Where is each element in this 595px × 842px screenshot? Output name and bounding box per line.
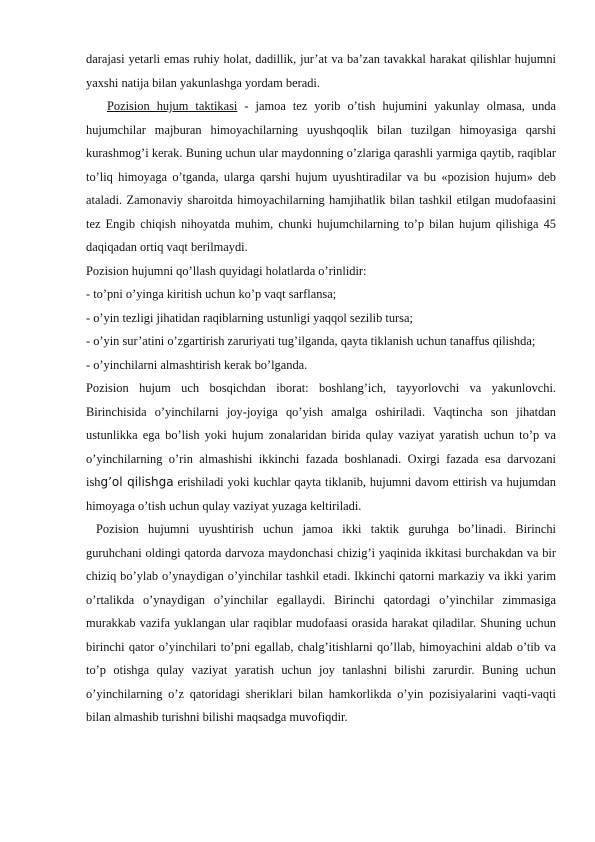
list-item: - o’yin tezligi jihatidan raqiblarning ustunligi yaqqol sezilib tursa; xyxy=(86,310,413,325)
paragraph-phases-text-c: erishiladi yoki kuchlar qayta tiklanib, hujumni davom ettirish va hujumdan himoyaga o’tish uchun qulay vaziyat yuzaga keltiriladi. xyxy=(86,475,556,513)
list-item: - to’pni o’yinga kiritish uchun ko’p vaqt sarflansa; xyxy=(86,287,337,301)
document-page xyxy=(86,48,556,730)
paragraph-tactical-groups: Pozision hujumni uyushtirish uchun jamoa ikki taktik guruhga bo’linadi. Birinchi guruhchani oldingi qatorda darvoza maydonchasi chizig’i yaqinida ikkitasi burchakdan va bir chiziq bo’ylab o’ynaydigan o’yinchilar tashkil etadi. Ikkinchi qatorni markaziy va ikki yarim o’rtalikda o’ynaydigan o’yinchilar egallaydi. Birinchi qatordagi o’yinchilar zimmasiga murakkab vazifa yuklangan ular raqiblar mudofaasi orasida harakat qiladilar. Shuning uchun birinchi qator o’yinchilari to’pni egallab, chalg’itishlarni qo’llab, himoyachini aldab o’tib va to’p otishga qulay vaziyat yaratish uchun joy tanlashni bilishi zarurdir. Buning uchun o’yinchilarning o’z qatoridagi sheriklari bilan hamkorlikda o’yin pozisiyalarini vaqti-vaqti bilan almashib turishni bilishi maqsadga muvofiqdir. xyxy=(86,522,556,724)
paragraph-phases-text-b: g’ol qilishga xyxy=(100,475,174,489)
paragraph-phases xyxy=(86,377,556,518)
paragraph-intro: darajasi yetarli emas ruhiy holat, dadillik, jur’at va ba’zan tavakkal harakat qilishlar hujumni yaxshi natija bilan yakunlashga yordam beradi. xyxy=(86,52,556,90)
paragraph-positional-tactics xyxy=(86,95,556,260)
list-item: - o’yin sur’atini o’zgartirish zaruriyati tug’ilganda, qayta tiklanish uchun tanaffus qilishda; xyxy=(86,334,536,348)
paragraph-positional-tactics-text: - jamoa tez yorib o’tish hujumini yakunlay olmasa, unda hujumchilar majburan himoyachilarning uyushqoqlik bilan tuzilgan himoyasiga qarshi kurashmog’i kerak. Buning uchun ular maydonning o’zlariga qarashli yarmiga qaytib, raqiblar to’liq himoyaga o’tganda, ularga qarshi hujum uyushtiradilar va bu «pozision hujum» deb ataladi. Zamonaviy sharoitda himoyachilarning hamjihatlik bilan tashkil etilgan mudofaasini tez Engib chiqish nihoyatda muhim, chunki hujumchilarning to’p bilan hujum qilishiga 45 daqiqadan ortiq vaqt berilmaydi. xyxy=(86,99,556,254)
paragraph-phases-text-a: Pozision hujum uch bosqichdan iborat: boshlang’ich, tayyorlovchi va yakunlovchi. Birinchisida o’yinchilarni joy-joyiga qo’yish amalga oshiriladi. Vaqtincha son jihatdan ustunlikka ega bo’lish yoki hujum zonalaridan birida qulay vaziyat yaratish uchun to’p va o’yinchilarning o’rin almashishi ikkinchi fazada boshlanadi. Oxirgi fazada esa darvozani ish xyxy=(86,381,556,489)
term-positional-tactics: Pozision hujum taktikasi xyxy=(107,99,238,113)
paragraph-conditions-intro: Pozision hujumni qo’llash quyidagi holatlarda o’rinlidir: xyxy=(86,263,367,278)
list-item: - o’yinchilarni almashtirish kerak bo’lganda. xyxy=(86,357,308,372)
